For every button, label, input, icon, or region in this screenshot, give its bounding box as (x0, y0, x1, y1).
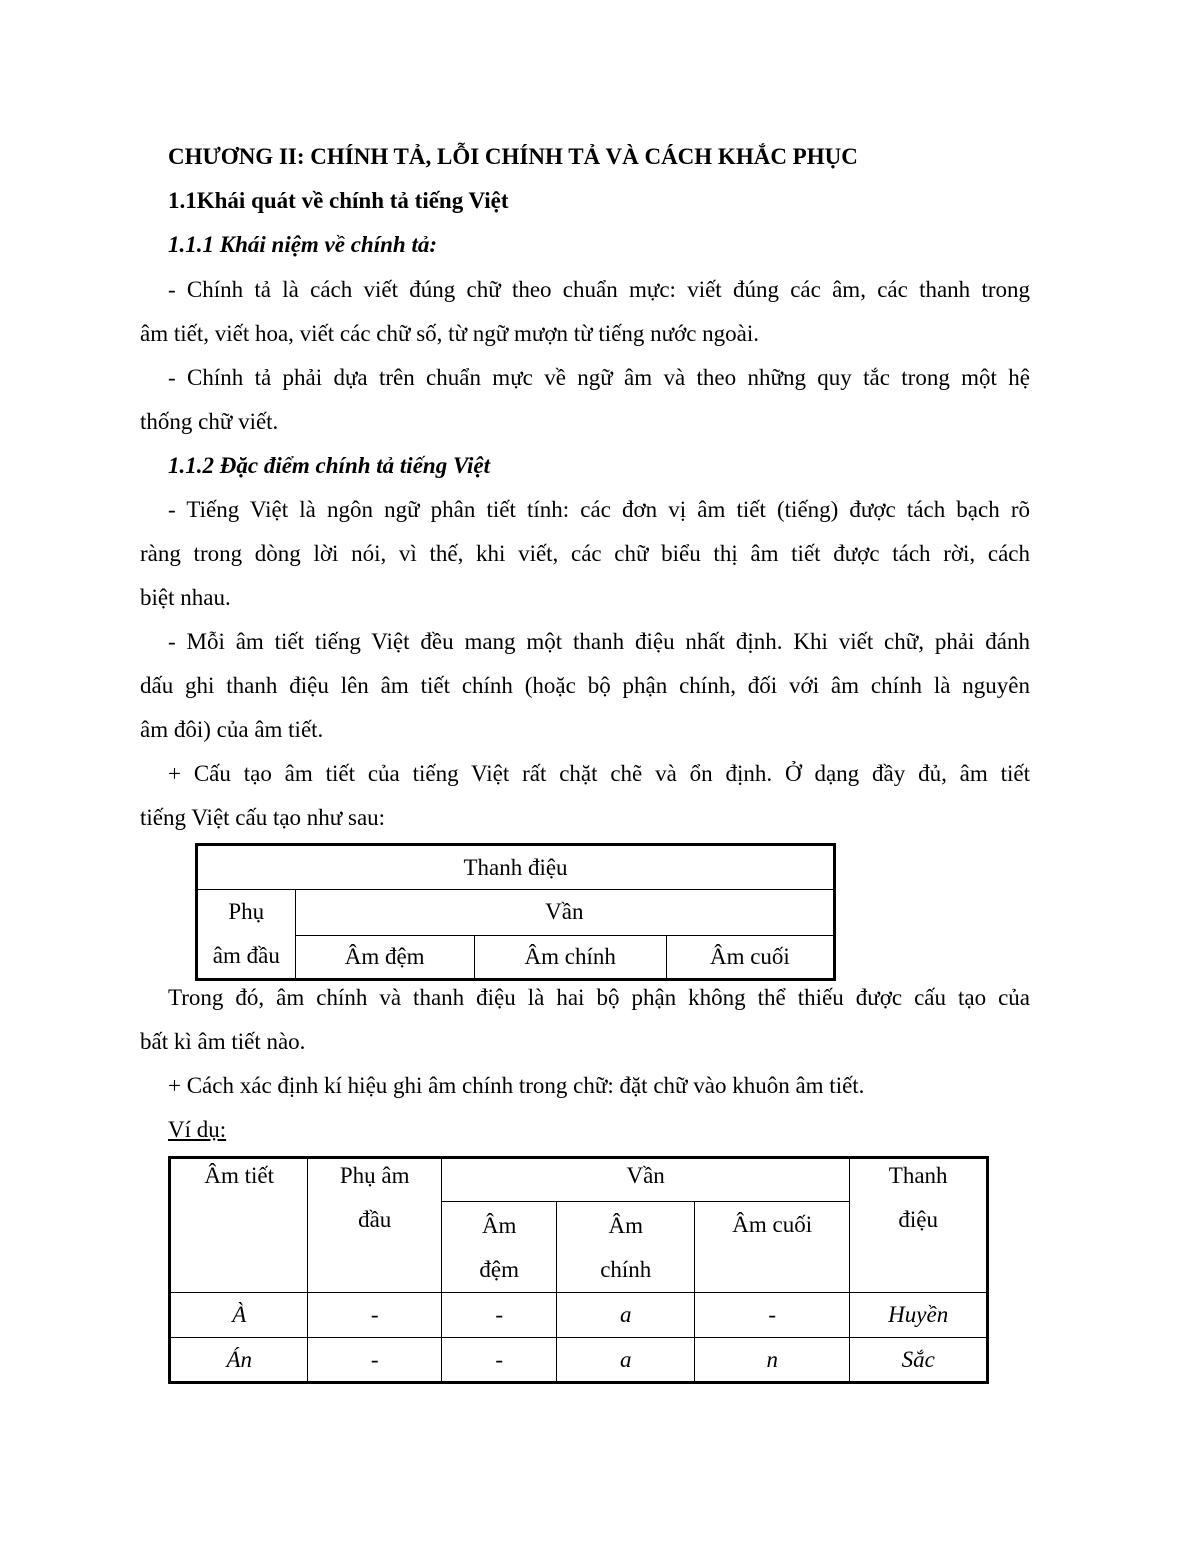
chapter-title: CHƯƠNG II: CHÍNH TẢ, LỖI CHÍNH TẢ VÀ CÁCH KHẮC PHỤC (168, 144, 858, 169)
cell-medial: - (441, 1338, 557, 1383)
cell-medial: - (441, 1293, 557, 1338)
cell-syllable: Án (170, 1338, 308, 1383)
syllable-structure-table (195, 843, 836, 981)
cell-text: Âm (608, 1213, 643, 1238)
paragraph-line: ràng trong dòng lời nói, vì thế, khi viết, các chữ biểu thị âm tiết được tách rời, cách (140, 541, 1030, 566)
table-row (170, 1293, 988, 1338)
cell-initial: - (308, 1338, 441, 1383)
cell-tone: Sắc (850, 1338, 988, 1383)
tone-header: Thanh điệu (197, 845, 835, 890)
paragraph-line: - Chính tả là cách viết đúng chữ theo chuẩn mực: viết đúng các âm, các thanh trong (168, 277, 1030, 302)
cell-nucleus: a (557, 1293, 695, 1338)
paragraph-line: dấu ghi thanh điệu lên âm tiết chính (hoặc bộ phận chính, đối với âm chính là nguyên (140, 673, 1030, 698)
cell-text: Âm (481, 1213, 517, 1238)
cell-text: âm đầu (212, 943, 280, 968)
rhyme-header: Vần (295, 890, 834, 936)
cell-syllable: À (170, 1293, 308, 1338)
medial-cell: Âm đệm (295, 935, 474, 980)
header-rhyme: Vần (441, 1158, 849, 1202)
cell-text: Phụ (228, 899, 265, 924)
paragraph-line: + Cách xác định kí hiệu ghi âm chính trong chữ: đặt chữ vào khuôn âm tiết. (168, 1073, 865, 1098)
syllable-example-table (168, 1156, 989, 1384)
header-coda: Âm cuối (695, 1202, 850, 1293)
cell-text: đầu (358, 1207, 392, 1232)
cell-tone: Huyền (850, 1293, 988, 1338)
paragraph-line: - Tiếng Việt là ngôn ngữ phân tiết tính: các đơn vị âm tiết (tiếng) được tách bạch rõ (168, 497, 1030, 522)
cell-coda: n (695, 1338, 850, 1383)
header-initial (308, 1158, 441, 1293)
coda-cell: Âm cuối (666, 935, 834, 980)
paragraph-line: Trong đó, âm chính và thanh điệu là hai bộ phận không thể thiếu được cấu tạo của (168, 985, 1030, 1010)
header-syllable: Âm tiết (170, 1158, 308, 1293)
table-row (170, 1338, 988, 1383)
paragraph-line: âm đôi) của âm tiết. (140, 717, 324, 742)
example-label: Ví dụ: (168, 1117, 227, 1142)
paragraph-line: biệt nhau. (140, 585, 231, 610)
paragraph-line: - Mỗi âm tiết tiếng Việt đều mang một thanh điệu nhất định. Khi viết chữ, phải đánh (168, 629, 1030, 654)
section-heading-1-1-1: 1.1.1 Khái niệm về chính tả: (168, 232, 437, 257)
initial-consonant-cell (197, 890, 296, 980)
paragraph-line: + Cấu tạo âm tiết của tiếng Việt rất chặt chẽ và ổn định. Ở dạng đầy đủ, âm tiết (168, 761, 1030, 786)
paragraph-line: - Chính tả phải dựa trên chuẩn mực về ngữ âm và theo những quy tắc trong một hệ (168, 365, 1030, 390)
header-tone (850, 1158, 988, 1293)
header-nucleus (557, 1202, 695, 1293)
cell-coda: - (695, 1293, 850, 1338)
paragraph-line: tiếng Việt cấu tạo như sau: (140, 805, 386, 830)
cell-text: đệm (479, 1257, 519, 1282)
section-heading-1-1: 1.1Khái quát về chính tả tiếng Việt (168, 188, 509, 213)
cell-text: chính (600, 1257, 652, 1282)
cell-nucleus: a (557, 1338, 695, 1383)
nucleus-cell: Âm chính (474, 935, 666, 980)
section-heading-1-1-2: 1.1.2 Đặc điểm chính tả tiếng Việt (168, 453, 491, 478)
paragraph-line: âm tiết, viết hoa, viết các chữ số, từ ngữ mượn từ tiếng nước ngoài. (140, 321, 760, 346)
cell-text: điệu (898, 1207, 938, 1232)
cell-initial: - (308, 1293, 441, 1338)
header-medial (441, 1202, 557, 1293)
cell-text: Thanh (888, 1163, 948, 1188)
paragraph-line: thống chữ viết. (140, 409, 279, 434)
paragraph-line: bất kì âm tiết nào. (140, 1029, 306, 1054)
cell-text: Phụ âm (339, 1163, 410, 1188)
